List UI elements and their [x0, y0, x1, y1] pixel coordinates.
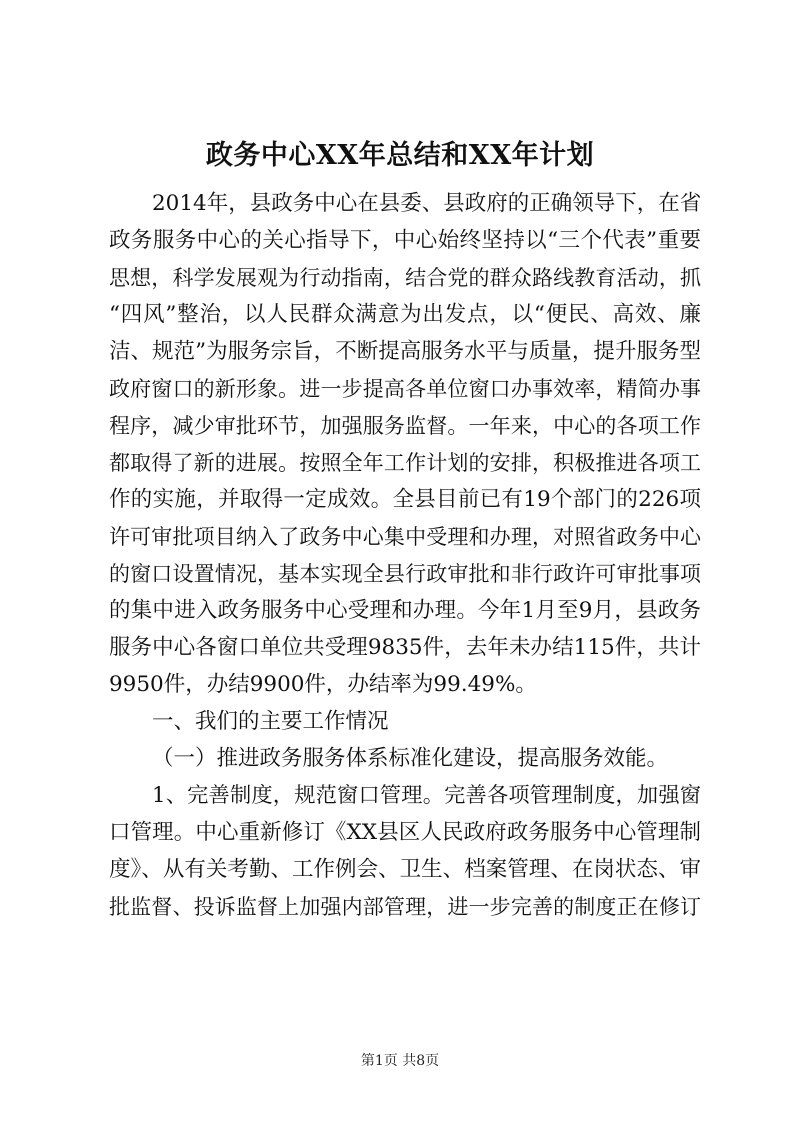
document-title: 政务中心XX年总结和XX年计划: [205, 140, 595, 171]
section-heading: 一、我们的主要工作情况: [152, 709, 389, 734]
body-line: 政务服务中心的关心指导下，中心始终坚持以“三个代表”重要: [109, 228, 701, 253]
body-line: 作的实施，并取得一定成效。全县目前已有19个部门的226项: [109, 487, 701, 512]
body-line: 口管理。中心重新修订《XX县区人民政府政务服务中心管理制: [109, 820, 701, 845]
body-line: 都取得了新的进展。按照全年工作计划的安排，积极推进各项工: [109, 451, 701, 475]
body-line: 服务中心各窗口单位共受理9835件，去年未办结115件，共计: [109, 635, 701, 660]
body-line: “四风”整治，以人民群众满意为出发点，以“便民、高效、廉: [109, 302, 701, 327]
body-line: 度》、从有关考勤、工作例会、卫生、档案管理、在岗状态、审: [109, 857, 701, 882]
body-line: 洁、规范”为服务宗旨，不断提高服务水平与质量，提升服务型: [109, 339, 701, 364]
subsection-heading: （一）推进政务服务体系标准化建设，提高服务效能。: [152, 746, 669, 771]
body-line: 9950件，办结9900件，办结率为99.49%。: [109, 672, 537, 697]
page-number-footer: 第1页 共8页: [360, 1053, 440, 1069]
body-line: 思想，科学发展观为行动指南，结合党的群众路线教育活动，抓: [109, 266, 701, 290]
body-line: 政府窗口的新形象。进一步提高各单位窗口办事效率，精简办事: [109, 377, 701, 401]
body-line: 的窗口设置情况，基本实现全县行政审批和非行政许可审批事项: [109, 562, 701, 586]
body-line: 程序，减少审批环节，加强服务监督。一年来，中心的各项工作: [109, 414, 701, 438]
body-line: 批监督、投诉监督上加强内部管理，进一步完善的制度正在修订: [109, 895, 701, 919]
body-line: 2014年，县政务中心在县委、县政府的正确领导下，在省: [152, 191, 702, 216]
body-line: 1、完善制度，规范窗口管理。完善各项管理制度，加强窗: [152, 783, 701, 808]
body-line: 许可审批项目纳入了政务中心集中受理和办理，对照省政务中心: [109, 525, 701, 549]
body-line: 的集中进入政务服务中心受理和办理。今年1月至9月，县政务: [109, 598, 701, 623]
